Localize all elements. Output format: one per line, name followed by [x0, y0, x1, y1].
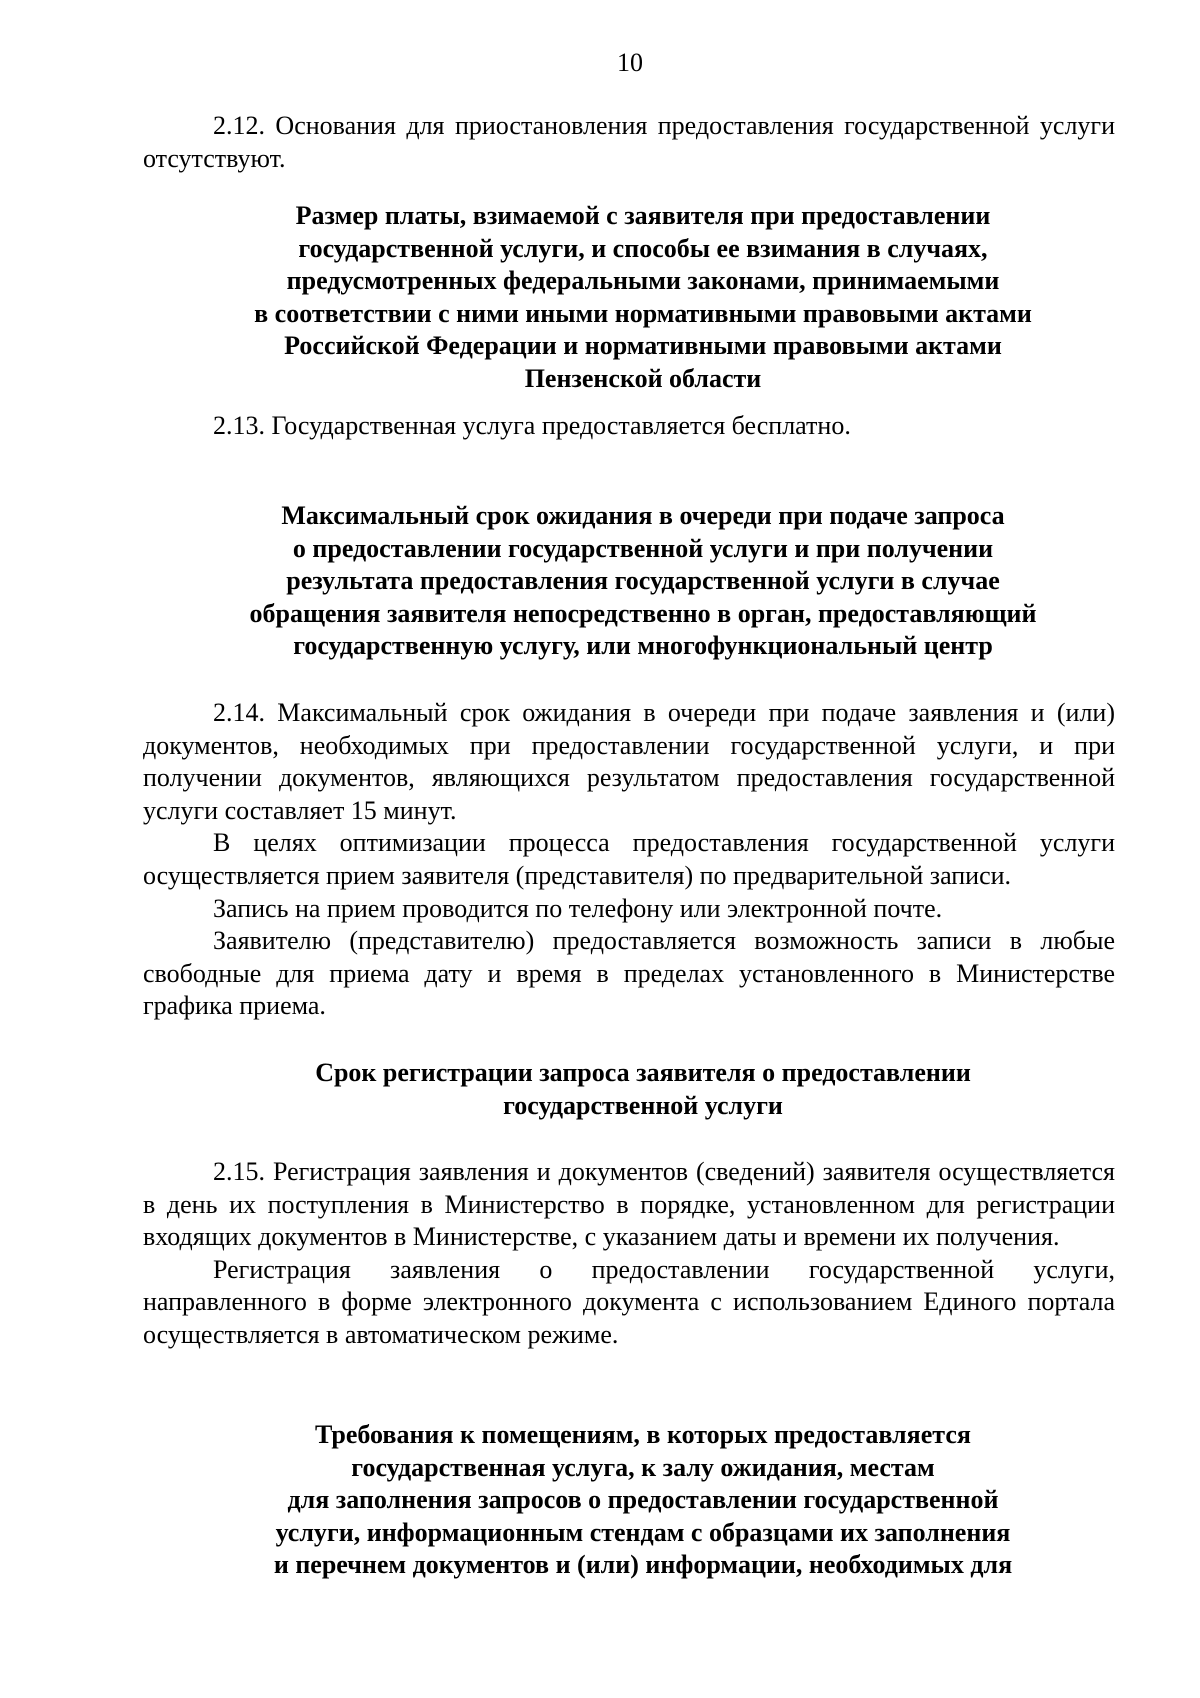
paragraphs-2-15: [143, 1156, 1115, 1352]
paragraph-text: Заявителю (представителю) предоставляется возможность записи в любые свободные для приема дату и время в пределах установленного в Министерстве графика приема.: [143, 926, 1115, 1021]
paragraph-text: Регистрация заявления о предоставлении государственной услуги, направленного в форме электронного документа с использованием Единого портала осуществляется в автоматическом режиме.: [143, 1254, 1115, 1349]
heading-line: и перечнем документов и (или) информации, необходимых для: [273, 1550, 1013, 1580]
heading-line: Размер платы, взимаемой с заявителя при предоставлении: [295, 201, 991, 230]
heading-line: Максимальный срок ожидания в очереди при подаче запроса: [281, 501, 1005, 530]
heading-line: государственная услуга, к залу ожидания, местам: [351, 1452, 935, 1482]
heading-line: государственной услуги: [503, 1090, 783, 1120]
section-heading-fee: [143, 200, 1143, 396]
heading-line: в соответствии с ними иными нормативными правовыми актами: [254, 298, 1032, 328]
paragraph-2-13: [143, 410, 1115, 443]
heading-line: Срок регистрации запроса заявителя о предоставлении: [315, 1058, 971, 1087]
paragraph-text: Запись на прием проводится по телефону или электронной почте.: [213, 893, 943, 923]
heading-line: государственную услугу, или многофункциональный центр: [293, 631, 993, 661]
heading-line: Российской Федерации и нормативными правовыми актами: [284, 331, 1002, 361]
section-heading-registration-term: [143, 1057, 1143, 1122]
heading-line: о предоставлении государственной услуги и при получении: [292, 533, 994, 563]
page-number: 10: [617, 48, 643, 77]
paragraph-2-12: [143, 110, 1115, 175]
heading-line: Требования к помещениям, в которых предоставляется: [315, 1420, 971, 1449]
section-heading-queue-time: [143, 500, 1143, 663]
paragraphs-2-14: [143, 697, 1115, 1023]
heading-line: государственной услуги, и способы ее взимания в случаях,: [298, 233, 988, 263]
paragraph-text: 2.12. Основания для приостановления предоставления государственной услуги отсутствуют.: [143, 111, 1115, 173]
heading-line: результата предоставления государственной услуги в случае: [286, 566, 1000, 596]
paragraph-text: 2.13. Государственная услуга предоставляется бесплатно.: [213, 411, 851, 440]
paragraph-text: 2.15. Регистрация заявления и документов (сведений) заявителя осуществляется в день их поступления в Министерство в порядке, установленном для регистрации входящих документов в Министерстве, с указанием даты и времени их получения.: [143, 1157, 1115, 1252]
heading-line: Пензенской области: [524, 363, 762, 393]
paragraph-text: 2.14. Максимальный срок ожидания в очереди при подаче заявления и (или) документов, необходимых при предоставлении государственной услуги, и при получении документов, являющихся результатом предоставления государственной услуги составляет 15 минут.: [143, 698, 1115, 825]
section-heading-premises-requirements: [143, 1419, 1143, 1582]
heading-line: предусмотренных федеральными законами, принимаемыми: [286, 266, 1000, 296]
heading-line: для заполнения запросов о предоставлении государственной: [287, 1485, 999, 1515]
heading-line: обращения заявителя непосредственно в орган, предоставляющий: [249, 598, 1037, 628]
paragraph-text: В целях оптимизации процесса предоставления государственной услуги осуществляется прием заявителя (представителя) по предварительной записи.: [143, 828, 1115, 890]
heading-line: услуги, информационным стендам с образцами их заполнения: [275, 1517, 1011, 1547]
